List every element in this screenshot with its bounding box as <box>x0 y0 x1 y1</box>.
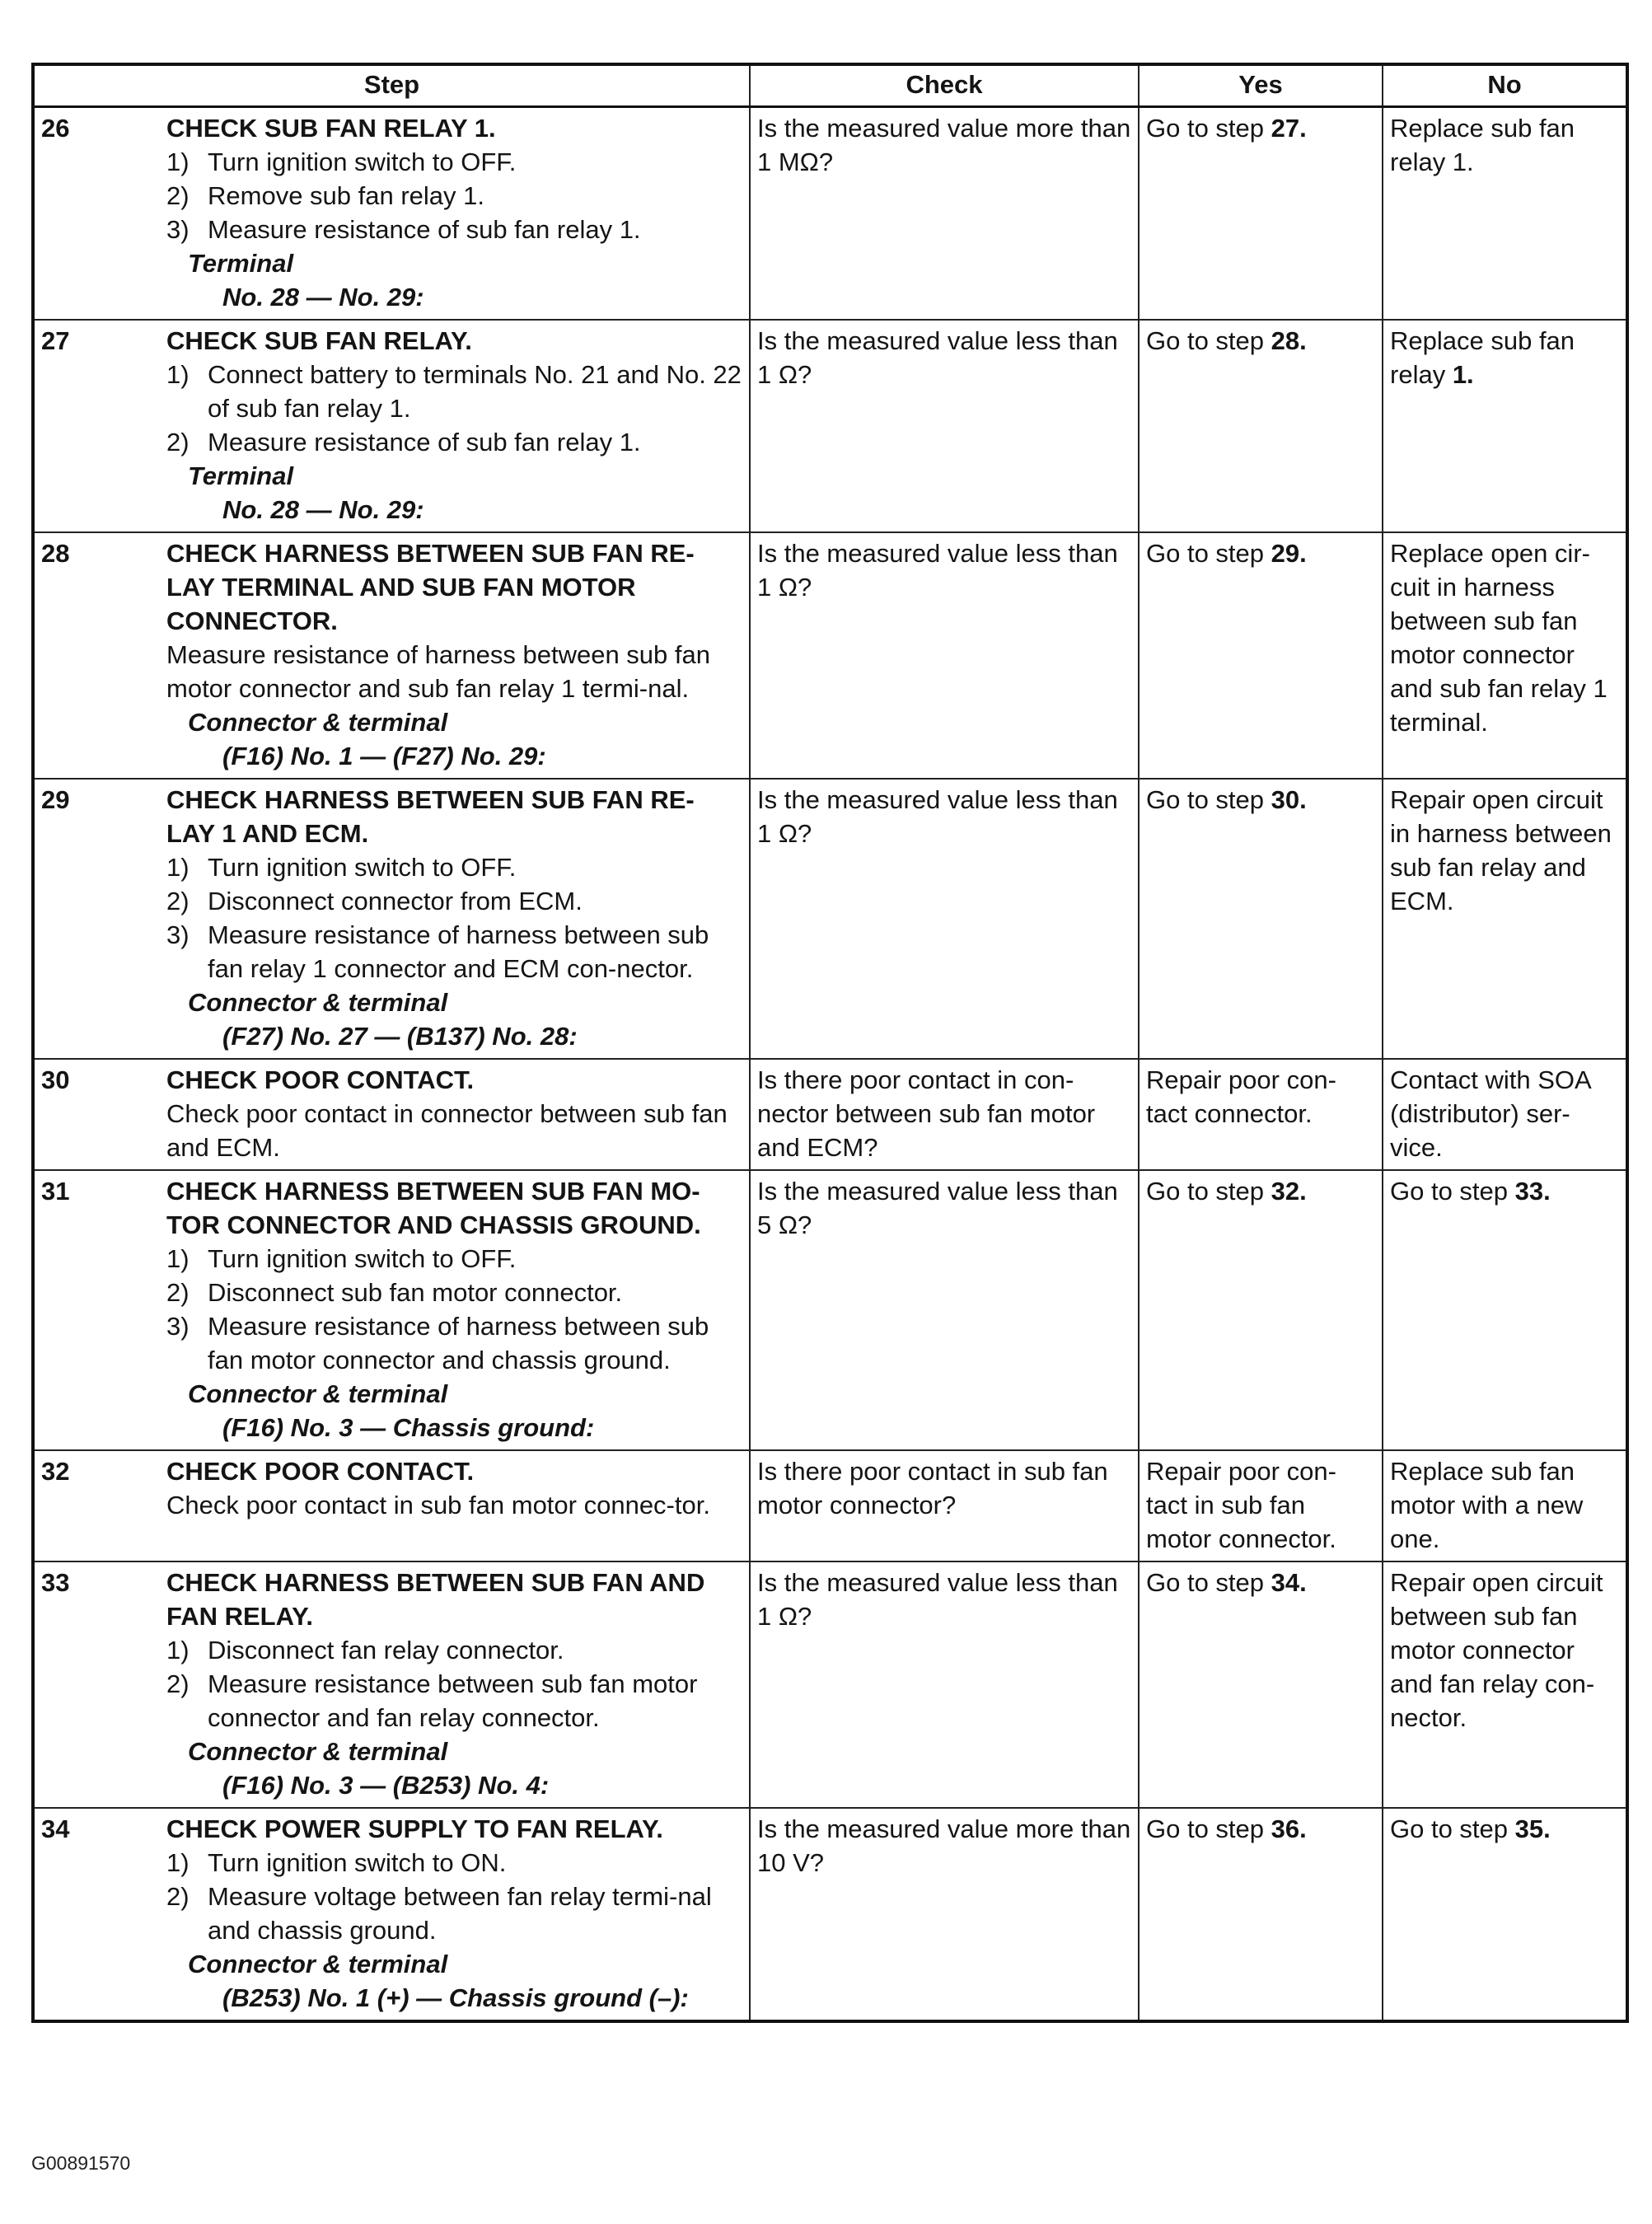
no-cell <box>1383 532 1627 779</box>
check-cell: Is there poor contact in con-nector between sub fan motor and ECM? <box>750 1059 1139 1170</box>
step-wrap <box>41 1174 742 1444</box>
table-row <box>33 1561 1627 1808</box>
substep-number: 1) <box>166 360 190 389</box>
yes-step-ref: 30. <box>1271 785 1307 814</box>
terminal-value: (B253) No. 1 (+) — Chassis ground (–): <box>222 1983 689 2012</box>
step-intro: Check poor contact in sub fan motor connec-tor. <box>166 1491 710 1519</box>
table-row <box>33 1059 1627 1170</box>
step-body <box>166 536 742 773</box>
step-cell <box>33 320 750 532</box>
step-title: CHECK POOR CONTACT. <box>166 1065 475 1094</box>
yes-cell <box>1139 532 1383 779</box>
step-number: 26 <box>41 114 70 143</box>
substep <box>166 1880 742 1947</box>
step-title: CHECK HARNESS BETWEEN SUB FAN MO-TOR CONNECTOR AND CHASSIS GROUND. <box>166 1177 701 1239</box>
step-number: 33 <box>41 1568 70 1597</box>
substep <box>166 1667 742 1735</box>
yes-step-ref: 32. <box>1271 1177 1307 1206</box>
step-cell <box>33 779 750 1059</box>
substep-text: Measure resistance of harness between sub fan motor connector and chassis ground. <box>208 1312 709 1374</box>
step-cell <box>33 107 750 321</box>
substep-number: 2) <box>166 428 190 457</box>
substep <box>166 1242 742 1276</box>
substep-number: 1) <box>166 1636 190 1664</box>
substep-text: Measure resistance of harness between sub fan relay 1 connector and ECM con-nector. <box>208 920 709 983</box>
no-text: Go to step <box>1390 1814 1515 1843</box>
yes-text: Go to step <box>1146 785 1271 814</box>
substep <box>166 213 742 246</box>
yes-text: Repair poor con-tact in sub fan motor connector. <box>1146 1457 1336 1553</box>
step-title: CHECK HARNESS BETWEEN SUB FAN RE-LAY TERMINAL AND SUB FAN MOTOR CONNECTOR. <box>166 539 695 635</box>
table-body <box>33 107 1627 2022</box>
step-body <box>166 324 742 527</box>
step-wrap <box>41 1454 742 1522</box>
check-cell: Is there poor contact in sub fan motor connector? <box>750 1450 1139 1561</box>
terminal-label: Connector & terminal <box>188 1950 448 1978</box>
yes-cell <box>1139 1561 1383 1808</box>
substep-text: Turn ignition switch to OFF. <box>208 853 517 882</box>
yes-text: Go to step <box>1146 1177 1271 1206</box>
step-body <box>166 1454 742 1522</box>
no-text: Repair open circuit in harness between sub fan relay and ECM. <box>1390 785 1612 915</box>
substep <box>166 179 742 213</box>
terminal-label: Terminal <box>188 249 294 278</box>
substep-number: 1) <box>166 147 190 176</box>
no-step-ref: 1. <box>1452 360 1474 389</box>
step-cell <box>33 1059 750 1170</box>
step-wrap <box>41 536 742 773</box>
yes-cell <box>1139 107 1383 321</box>
yes-text: Repair poor con-tact connector. <box>1146 1065 1336 1128</box>
table-row <box>33 532 1627 779</box>
step-body <box>166 1174 742 1444</box>
step-cell <box>33 1170 750 1450</box>
substep <box>166 1846 742 1880</box>
table-row <box>33 107 1627 321</box>
substep-number: 1) <box>166 1244 190 1273</box>
substep-number: 2) <box>166 887 190 915</box>
no-cell <box>1383 107 1627 321</box>
substep <box>166 425 742 459</box>
step-cell <box>33 1808 750 2021</box>
check-cell: Is the measured value less than 1 Ω? <box>750 779 1139 1059</box>
terminal-label: Connector & terminal <box>188 1379 448 1408</box>
substep <box>166 358 742 425</box>
step-number: 32 <box>41 1457 70 1486</box>
step-wrap <box>41 783 742 1053</box>
yes-step-ref: 27. <box>1271 114 1307 143</box>
terminal-label: Terminal <box>188 461 294 490</box>
step-body <box>166 1063 742 1164</box>
header-check: Check <box>750 64 1139 107</box>
table-row <box>33 779 1627 1059</box>
substep <box>166 918 742 986</box>
step-body <box>166 1812 742 2015</box>
yes-text: Go to step <box>1146 1568 1271 1597</box>
no-text: Replace sub fan relay 1. <box>1390 114 1575 176</box>
substep-number: 2) <box>166 1882 190 1911</box>
yes-text: Go to step <box>1146 1814 1271 1843</box>
terminal-label: Connector & terminal <box>188 708 448 737</box>
terminal-value: (F27) No. 27 — (B137) No. 28: <box>222 1022 578 1051</box>
terminal-label: Connector & terminal <box>188 988 448 1017</box>
substep-number: 1) <box>166 1848 190 1877</box>
terminal-value: (F16) No. 3 — (B253) No. 4: <box>222 1771 550 1800</box>
substep <box>166 145 742 179</box>
yes-step-ref: 29. <box>1271 539 1307 568</box>
no-text: Contact with SOA (distributor) ser-vice. <box>1390 1065 1590 1162</box>
no-cell <box>1383 1170 1627 1450</box>
yes-text: Go to step <box>1146 114 1271 143</box>
no-text: Repair open circuit between sub fan motor connector and fan relay con-nector. <box>1390 1568 1603 1732</box>
step-wrap <box>41 111 742 314</box>
table-row <box>33 1450 1627 1561</box>
no-text: Replace sub fan relay <box>1390 326 1575 389</box>
yes-step-ref: 28. <box>1271 326 1307 355</box>
step-title: CHECK POOR CONTACT. <box>166 1457 475 1486</box>
step-wrap <box>41 1812 742 2015</box>
yes-text: Go to step <box>1146 326 1271 355</box>
step-title: CHECK SUB FAN RELAY 1. <box>166 114 496 143</box>
no-cell <box>1383 1450 1627 1561</box>
yes-cell <box>1139 779 1383 1059</box>
figure-code: G00891570 <box>31 2152 131 2174</box>
diagnostic-table <box>31 63 1629 2023</box>
no-text: Replace sub fan motor with a new one. <box>1390 1457 1584 1553</box>
no-step-ref: 33. <box>1514 1177 1551 1206</box>
yes-text: Go to step <box>1146 539 1271 568</box>
substep <box>166 884 742 918</box>
substep <box>166 1633 742 1667</box>
terminal-value: (F16) No. 1 — (F27) No. 29: <box>222 742 546 770</box>
substep-text: Disconnect connector from ECM. <box>208 887 583 915</box>
table-row <box>33 1808 1627 2021</box>
header-yes: Yes <box>1139 64 1383 107</box>
substep-text: Disconnect fan relay connector. <box>208 1636 564 1664</box>
substep-text: Measure resistance of sub fan relay 1. <box>208 215 641 244</box>
step-title: CHECK HARNESS BETWEEN SUB FAN RE-LAY 1 AND ECM. <box>166 785 695 848</box>
step-cell <box>33 1450 750 1561</box>
no-cell <box>1383 320 1627 532</box>
substep-number: 3) <box>166 920 190 949</box>
substep <box>166 1309 742 1377</box>
step-title: CHECK POWER SUPPLY TO FAN RELAY. <box>166 1814 663 1843</box>
yes-cell <box>1139 320 1383 532</box>
substep-text: Connect battery to terminals No. 21 and No. 22 of sub fan relay 1. <box>208 360 742 423</box>
step-body <box>166 1566 742 1802</box>
no-cell <box>1383 1561 1627 1808</box>
substep-number: 2) <box>166 181 190 210</box>
check-cell: Is the measured value more than 10 V? <box>750 1808 1139 2021</box>
header-step: Step <box>33 64 750 107</box>
substep-text: Turn ignition switch to OFF. <box>208 1244 517 1273</box>
step-number: 31 <box>41 1177 70 1206</box>
terminal-value: (F16) No. 3 — Chassis ground: <box>222 1413 595 1442</box>
substep-text: Remove sub fan relay 1. <box>208 181 485 210</box>
step-intro: Check poor contact in connector between sub fan and ECM. <box>166 1099 728 1162</box>
substep-number: 1) <box>166 853 190 882</box>
yes-cell <box>1139 1450 1383 1561</box>
step-wrap <box>41 1063 742 1164</box>
substep-number: 2) <box>166 1278 190 1307</box>
yes-cell <box>1139 1059 1383 1170</box>
step-body <box>166 111 742 314</box>
terminal-value: No. 28 — No. 29: <box>222 495 424 524</box>
table-row <box>33 320 1627 532</box>
step-body <box>166 783 742 1053</box>
step-wrap <box>41 1566 742 1802</box>
yes-cell <box>1139 1808 1383 2021</box>
substep-number: 2) <box>166 1669 190 1698</box>
check-cell: Is the measured value more than 1 MΩ? <box>750 107 1139 321</box>
substep-text: Disconnect sub fan motor connector. <box>208 1278 623 1307</box>
substep-text: Turn ignition switch to ON. <box>208 1848 507 1877</box>
check-cell: Is the measured value less than 5 Ω? <box>750 1170 1139 1450</box>
step-intro: Measure resistance of harness between sub fan motor connector and sub fan relay 1 termi-nal. <box>166 640 710 703</box>
substep-number: 3) <box>166 215 190 244</box>
substep <box>166 1276 742 1309</box>
no-cell <box>1383 1059 1627 1170</box>
no-cell <box>1383 1808 1627 2021</box>
step-wrap <box>41 324 742 527</box>
check-cell: Is the measured value less than 1 Ω? <box>750 1561 1139 1808</box>
header-no: No <box>1383 64 1627 107</box>
no-text: Go to step <box>1390 1177 1515 1206</box>
table-row <box>33 1170 1627 1450</box>
check-cell: Is the measured value less than 1 Ω? <box>750 320 1139 532</box>
step-number: 30 <box>41 1065 70 1094</box>
terminal-label: Connector & terminal <box>188 1737 448 1766</box>
step-title: CHECK SUB FAN RELAY. <box>166 326 472 355</box>
terminal-value: No. 28 — No. 29: <box>222 283 424 311</box>
substep-text: Measure resistance between sub fan motor connector and fan relay connector. <box>208 1669 698 1732</box>
substep-text: Measure voltage between fan relay termi-nal and chassis ground. <box>208 1882 712 1945</box>
no-step-ref: 35. <box>1514 1814 1551 1843</box>
substep-text: Turn ignition switch to OFF. <box>208 147 517 176</box>
yes-cell <box>1139 1170 1383 1450</box>
substep-number: 3) <box>166 1312 190 1341</box>
header-row <box>33 64 1627 107</box>
step-number: 27 <box>41 326 70 355</box>
step-number: 29 <box>41 785 70 814</box>
no-cell <box>1383 779 1627 1059</box>
no-text: Replace open cir-cuit in harness between sub fan motor connector and sub fan relay 1 terminal. <box>1390 539 1608 737</box>
substep-text: Measure resistance of sub fan relay 1. <box>208 428 641 457</box>
step-cell <box>33 1561 750 1808</box>
substep <box>166 850 742 884</box>
step-title: CHECK HARNESS BETWEEN SUB FAN AND FAN RELAY. <box>166 1568 705 1631</box>
step-number: 34 <box>41 1814 70 1843</box>
yes-step-ref: 36. <box>1271 1814 1307 1843</box>
check-cell: Is the measured value less than 1 Ω? <box>750 532 1139 779</box>
step-number: 28 <box>41 539 70 568</box>
yes-step-ref: 34. <box>1271 1568 1307 1597</box>
step-cell <box>33 532 750 779</box>
